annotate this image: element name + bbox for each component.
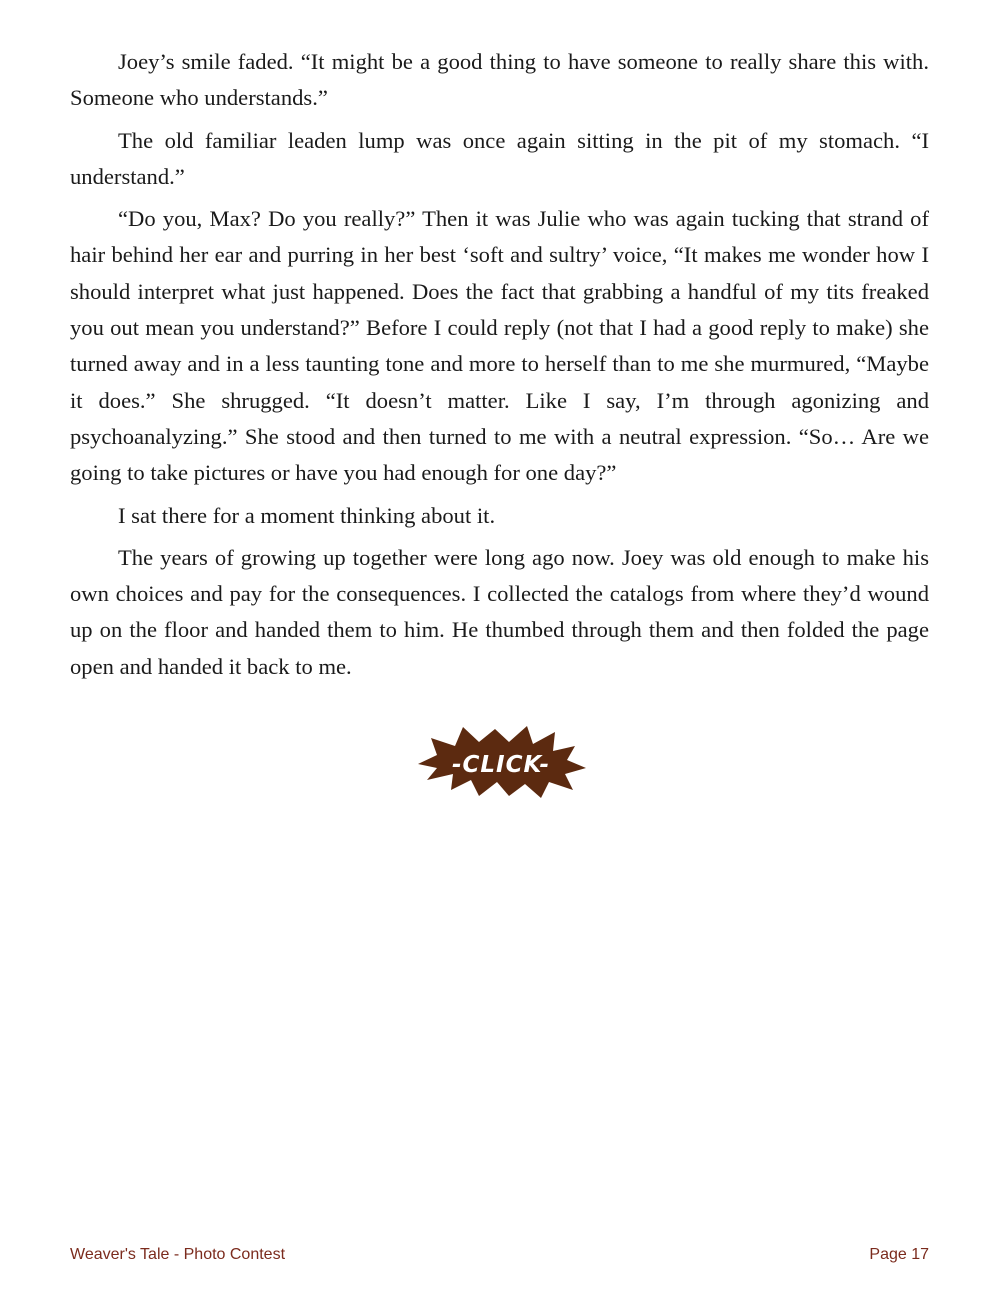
paragraph: I sat there for a moment thinking about it. <box>118 502 496 528</box>
paragraph: Joey’s smile faded. “It might be a good thing to have someone to really share this with. Someone who understands.” <box>70 49 929 111</box>
footer-title: Weaver's Tale - Photo Contest <box>70 1246 286 1263</box>
paragraph: “Do you, Max? Do you really?” Then it was Julie who was again tucking that strand of hair behind her ear and purring in her best ‘soft and sultry’ voice, “It makes me wonder how I should interpret what just happened. Does the fact that grabbing a handful of my tits freaked you out mean you understand?” Before I could reply (not that I had a good reply to make) she turned away and in a less taunting tone and more to herself than to me she murmured, “Maybe it does.” She shrugged. “It doesn’t matter. Like I say, I’m through agonizing and psychoanalyzing.” She stood and then turned to me with a neutral expression. “So… Are we going to take pictures or have you had enough for one day?” <box>70 206 929 486</box>
page-number: Page 17 <box>869 1246 929 1263</box>
click-text: -CLICK- <box>451 752 551 778</box>
click-burst-graphic <box>415 724 587 800</box>
story-text <box>70 44 929 691</box>
paragraph: The old familiar leaden lump was once again sitting in the pit of my stomach. “I understand.” <box>70 127 929 189</box>
paragraph: The years of growing up together were long ago now. Joey was old enough to make his own choices and pay for the consequences. I collected the catalogs from where they’d wound up on the floor and handed them to him. He thumbed through them and then folded the page open and handed it back to me. <box>70 544 929 679</box>
